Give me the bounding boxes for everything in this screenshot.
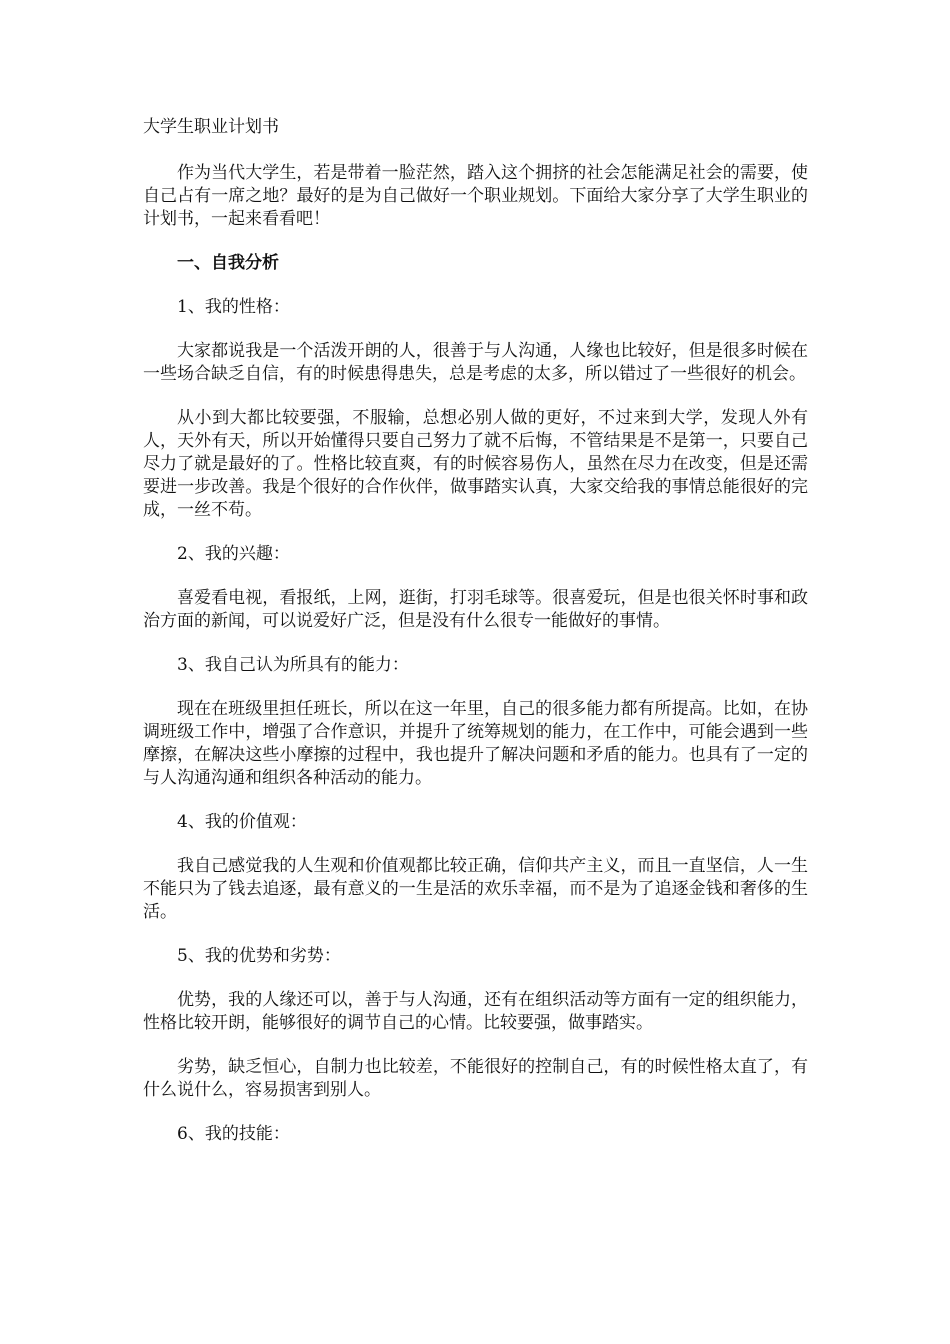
body-paragraph: 现在在班级里担任班长，所以在这一年里，自己的很多能力都有所提高。比如，在协调班级工作中，增强了合作意识，并提升了统筹规划的能力，在工作中，可能会遇到一些摩擦，在解决这些小摩擦的过程中，我也提升了解决问题和矛盾的能力。也具有了一定的与人沟通沟通和组织各种活动的能力。 bbox=[143, 699, 808, 788]
body-paragraph: 喜爱看电视，看报纸，上网，逛街，打羽毛球等。很喜爱玩，但是也很关怀时事和政治方面的新闻，可以说爱好广泛，但是没有什么很专一能做好的事情。 bbox=[143, 588, 808, 631]
body-paragraph: 我自己感觉我的人生观和价值观都比较正确，信仰共产主义，而且一直坚信，人一生不能只为了钱去追逐，最有意义的一生是活的欢乐幸福，而不是为了追逐金钱和奢侈的生活。 bbox=[143, 856, 808, 922]
body-paragraph: 作为当代大学生，若是带着一脸茫然，踏入这个拥挤的社会怎能满足社会的需要，使自己占有一席之地？最好的是为自己做好一个职业规划。下面给大家分享了大学生职业的计划书，一起来看看吧！ bbox=[143, 163, 808, 229]
subsection-heading: 6、我的技能： bbox=[177, 1124, 290, 1144]
subsection-heading: 3、我自己认为所具有的能力： bbox=[177, 655, 409, 675]
body-paragraph: 从小到大都比较要强，不服输，总想必别人做的更好，不过来到大学，发现人外有人，天外有天，所以开始懂得只要自己努力了就不后悔，不管结果是不是第一，只要自己尽力了就是最好的了。性格比较直爽，有的时候容易伤人，虽然在尽力在改变，但是还需要进一步改善。我是个很好的合作伙伴，做事踏实认真，大家交给我的事情总能很好的完成，一丝不苟。 bbox=[143, 408, 808, 520]
subsection-heading: 2、我的兴趣： bbox=[177, 544, 290, 564]
subsection-heading: 5、我的优势和劣势： bbox=[177, 946, 341, 966]
document-page bbox=[143, 112, 808, 1167]
section-heading: 一、自我分析 bbox=[177, 253, 279, 273]
document-title: 大学生职业计划书 bbox=[143, 117, 279, 137]
body-paragraph: 大家都说我是一个活泼开朗的人，很善于与人沟通，人缘也比较好，但是很多时候在一些场合缺乏自信，有的时候患得患失，总是考虑的太多，所以错过了一些很好的机会。 bbox=[143, 341, 808, 384]
subsection-heading: 4、我的价值观： bbox=[177, 812, 307, 832]
body-paragraph: 劣势，缺乏恒心，自制力也比较差，不能很好的控制自己，有的时候性格太直了，有什么说什么，容易损害到别人。 bbox=[143, 1057, 808, 1100]
subsection-heading: 1、我的性格： bbox=[177, 297, 290, 317]
document-body bbox=[143, 162, 808, 1146]
body-paragraph: 优势，我的人缘还可以，善于与人沟通，还有在组织活动等方面有一定的组织能力，性格比较开朗，能够很好的调节自己的心情。比较要强，做事踏实。 bbox=[143, 990, 808, 1033]
